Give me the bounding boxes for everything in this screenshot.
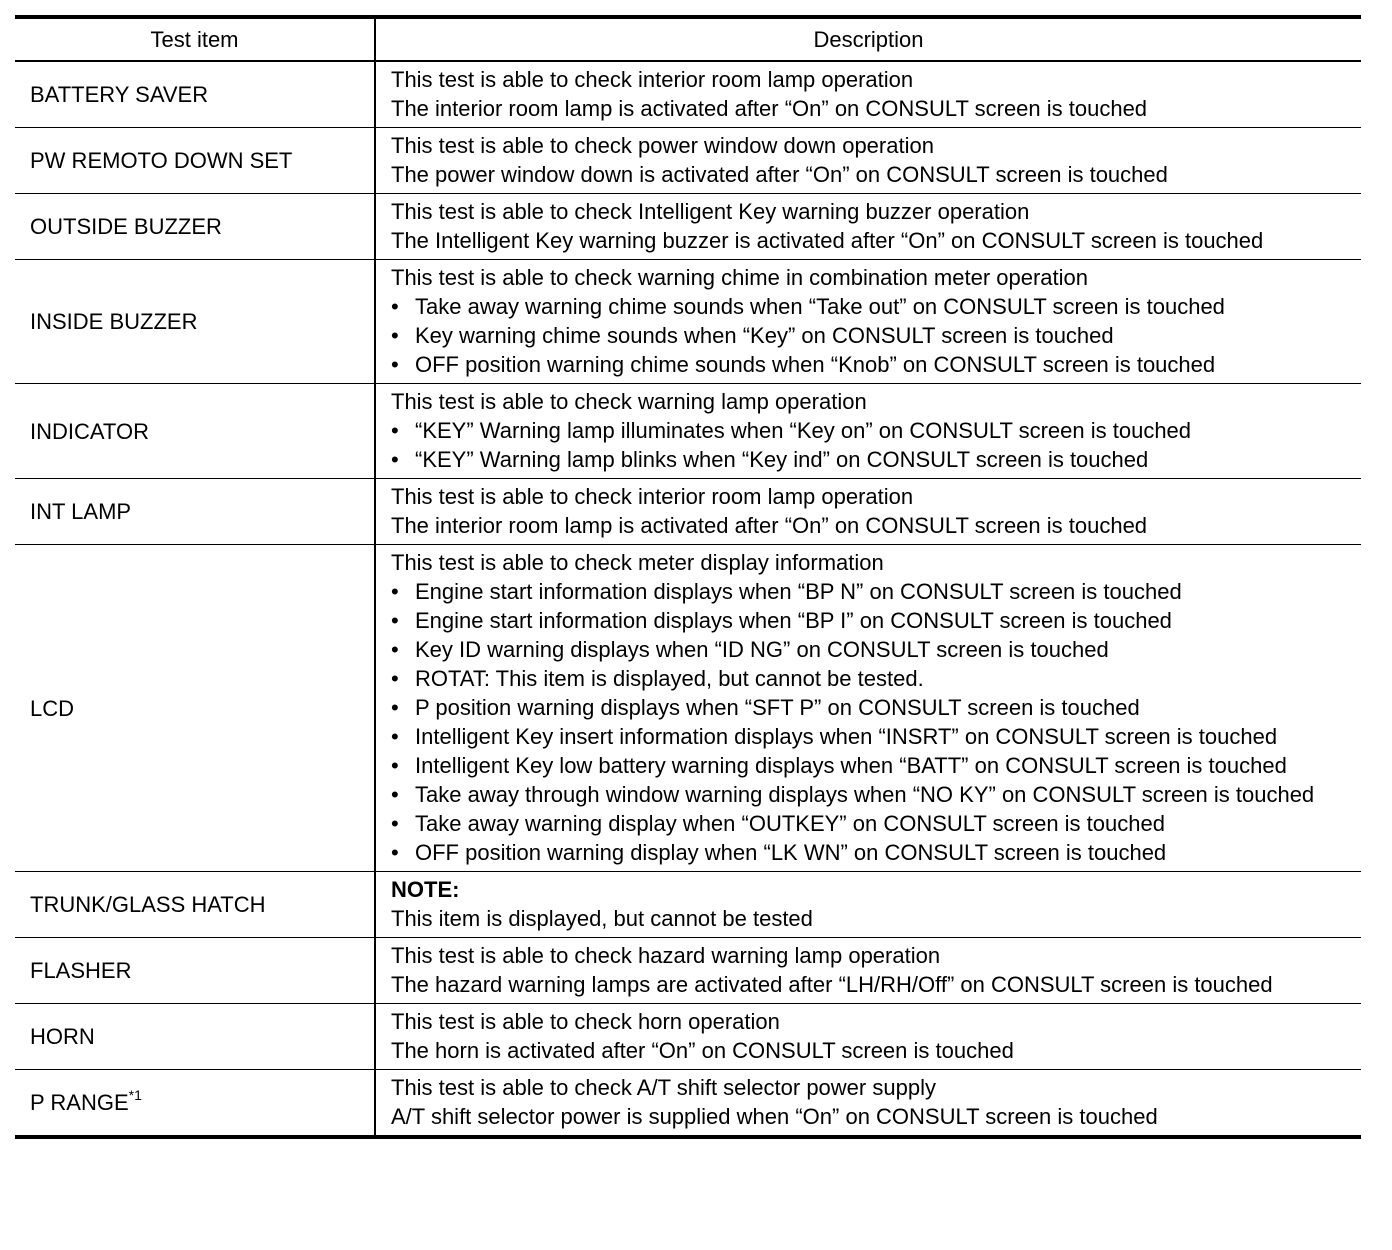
- test-item-cell: [15, 1004, 375, 1070]
- test-item-name: HORN: [30, 1024, 95, 1049]
- test-item-cell: [15, 1070, 375, 1138]
- description-line: This test is able to check interior room lamp operation: [391, 67, 914, 92]
- test-item-name: FLASHER: [30, 958, 132, 983]
- bullet-item: • ROTAT: This item is displayed, but cannot be tested.: [391, 664, 1357, 693]
- table-header-row: [15, 17, 1361, 61]
- bullet-list: [391, 416, 1357, 474]
- test-item-cell: [15, 545, 375, 872]
- bullet-item: • Key ID warning displays when “ID NG” on CONSULT screen is touched: [391, 635, 1357, 664]
- test-item-name: INDICATOR: [30, 418, 149, 444]
- description-line: This test is able to check warning chime in combination meter operation: [391, 265, 1089, 290]
- bullet-item: • Take away warning chime sounds when “Take out” on CONSULT screen is touched: [391, 292, 1357, 321]
- bullet-item: • OFF position warning display when “LK WN” on CONSULT screen is touched: [391, 838, 1357, 867]
- footnote-marker: *1: [128, 1086, 142, 1103]
- table-row: [15, 872, 1361, 938]
- bullet-item: • OFF position warning chime sounds when “Knob” on CONSULT screen is touched: [391, 350, 1357, 379]
- description-cell: [375, 545, 1361, 872]
- description-line: This test is able to check A/T shift selector power supply: [391, 1075, 936, 1100]
- test-item-name: INT LAMP: [30, 499, 132, 524]
- header-description: Description: [375, 17, 1361, 61]
- description-line: This test is able to check interior room lamp operation: [391, 484, 914, 509]
- description-cell: [375, 260, 1361, 384]
- description-line: The interior room lamp is activated after “On” on CONSULT screen is touched: [391, 513, 1148, 538]
- test-item-cell: [15, 384, 375, 479]
- bullet-item: • “KEY” Warning lamp blinks when “Key ind” on CONSULT screen is touched: [391, 445, 1357, 474]
- bullet-item: • Take away through window warning displays when “NO KY” on CONSULT screen is touched: [391, 780, 1357, 809]
- description-line: This test is able to check warning lamp operation: [391, 389, 867, 414]
- header-test-item: Test item: [15, 17, 375, 61]
- test-item-name: P RANGE: [30, 1090, 129, 1115]
- description-line: The Intelligent Key warning buzzer is activated after “On” on CONSULT screen is touched: [391, 228, 1264, 253]
- bullet-list: [391, 292, 1357, 379]
- table-row: [15, 194, 1361, 260]
- test-item-cell: [15, 194, 375, 260]
- test-item-cell: [15, 938, 375, 1004]
- test-item-cell: [15, 479, 375, 545]
- table-row: [15, 479, 1361, 545]
- description-line: This test is able to check power window down operation: [391, 133, 934, 158]
- test-item-table: [15, 15, 1361, 1139]
- bullet-list: [391, 577, 1357, 867]
- table-row: [15, 260, 1361, 384]
- description-line: This test is able to check meter display information: [391, 550, 884, 575]
- bullet-item: • Engine start information displays when “BP N” on CONSULT screen is touched: [391, 577, 1357, 606]
- test-item-cell: [15, 260, 375, 384]
- description-line: This test is able to check horn operation: [391, 1009, 780, 1034]
- table-row: [15, 1070, 1361, 1138]
- table-row: [15, 545, 1361, 872]
- description-line: A/T shift selector power is supplied when “On” on CONSULT screen is touched: [391, 1104, 1158, 1129]
- description-cell: [375, 384, 1361, 479]
- table-row: [15, 128, 1361, 194]
- description-line: The interior room lamp is activated after “On” on CONSULT screen is touched: [391, 96, 1148, 121]
- table-row: [15, 938, 1361, 1004]
- test-item-cell: [15, 61, 375, 128]
- description-cell: [375, 128, 1361, 194]
- description-cell: [375, 479, 1361, 545]
- bullet-item: • Key warning chime sounds when “Key” on CONSULT screen is touched: [391, 321, 1357, 350]
- description-cell: [375, 1070, 1361, 1138]
- test-item-name: PW REMOTO DOWN SET: [30, 148, 293, 173]
- bullet-item: • “KEY” Warning lamp illuminates when “Key on” on CONSULT screen is touched: [391, 416, 1357, 445]
- bullet-item: • P position warning displays when “SFT P” on CONSULT screen is touched: [391, 693, 1357, 722]
- description-cell: [375, 61, 1361, 128]
- description-cell: [375, 194, 1361, 260]
- description-line: The hazard warning lamps are activated after “LH/RH/Off” on CONSULT screen is touched: [391, 972, 1273, 997]
- description-line: This test is able to check Intelligent Key warning buzzer operation: [391, 199, 1030, 224]
- bullet-item: • Intelligent Key insert information displays when “INSRT” on CONSULT screen is touched: [391, 722, 1357, 751]
- bullet-item: • Take away warning display when “OUTKEY” on CONSULT screen is touched: [391, 809, 1357, 838]
- description-line: The power window down is activated after “On” on CONSULT screen is touched: [391, 162, 1168, 187]
- bullet-item: • Engine start information displays when “BP I” on CONSULT screen is touched: [391, 606, 1357, 635]
- test-item-name: BATTERY SAVER: [30, 82, 209, 107]
- test-item-name: TRUNK/GLASS HATCH: [30, 892, 266, 917]
- table-row: [15, 384, 1361, 479]
- description-cell: [375, 872, 1361, 938]
- test-item-name: OUTSIDE BUZZER: [30, 214, 222, 239]
- description-cell: [375, 938, 1361, 1004]
- test-item-name: LCD: [30, 695, 75, 721]
- test-item-cell: [15, 128, 375, 194]
- description-cell: [375, 1004, 1361, 1070]
- description-line: This test is able to check hazard warning lamp operation: [391, 943, 941, 968]
- description-line: This item is displayed, but cannot be tested: [391, 906, 813, 931]
- description-line: The horn is activated after “On” on CONSULT screen is touched: [391, 1038, 1014, 1063]
- table-row: [15, 61, 1361, 128]
- test-item-name: INSIDE BUZZER: [30, 309, 198, 334]
- note-label: NOTE:: [391, 877, 460, 902]
- table-row: [15, 1004, 1361, 1070]
- bullet-item: • Intelligent Key low battery warning displays when “BATT” on CONSULT screen is touched: [391, 751, 1357, 780]
- test-item-cell: [15, 872, 375, 938]
